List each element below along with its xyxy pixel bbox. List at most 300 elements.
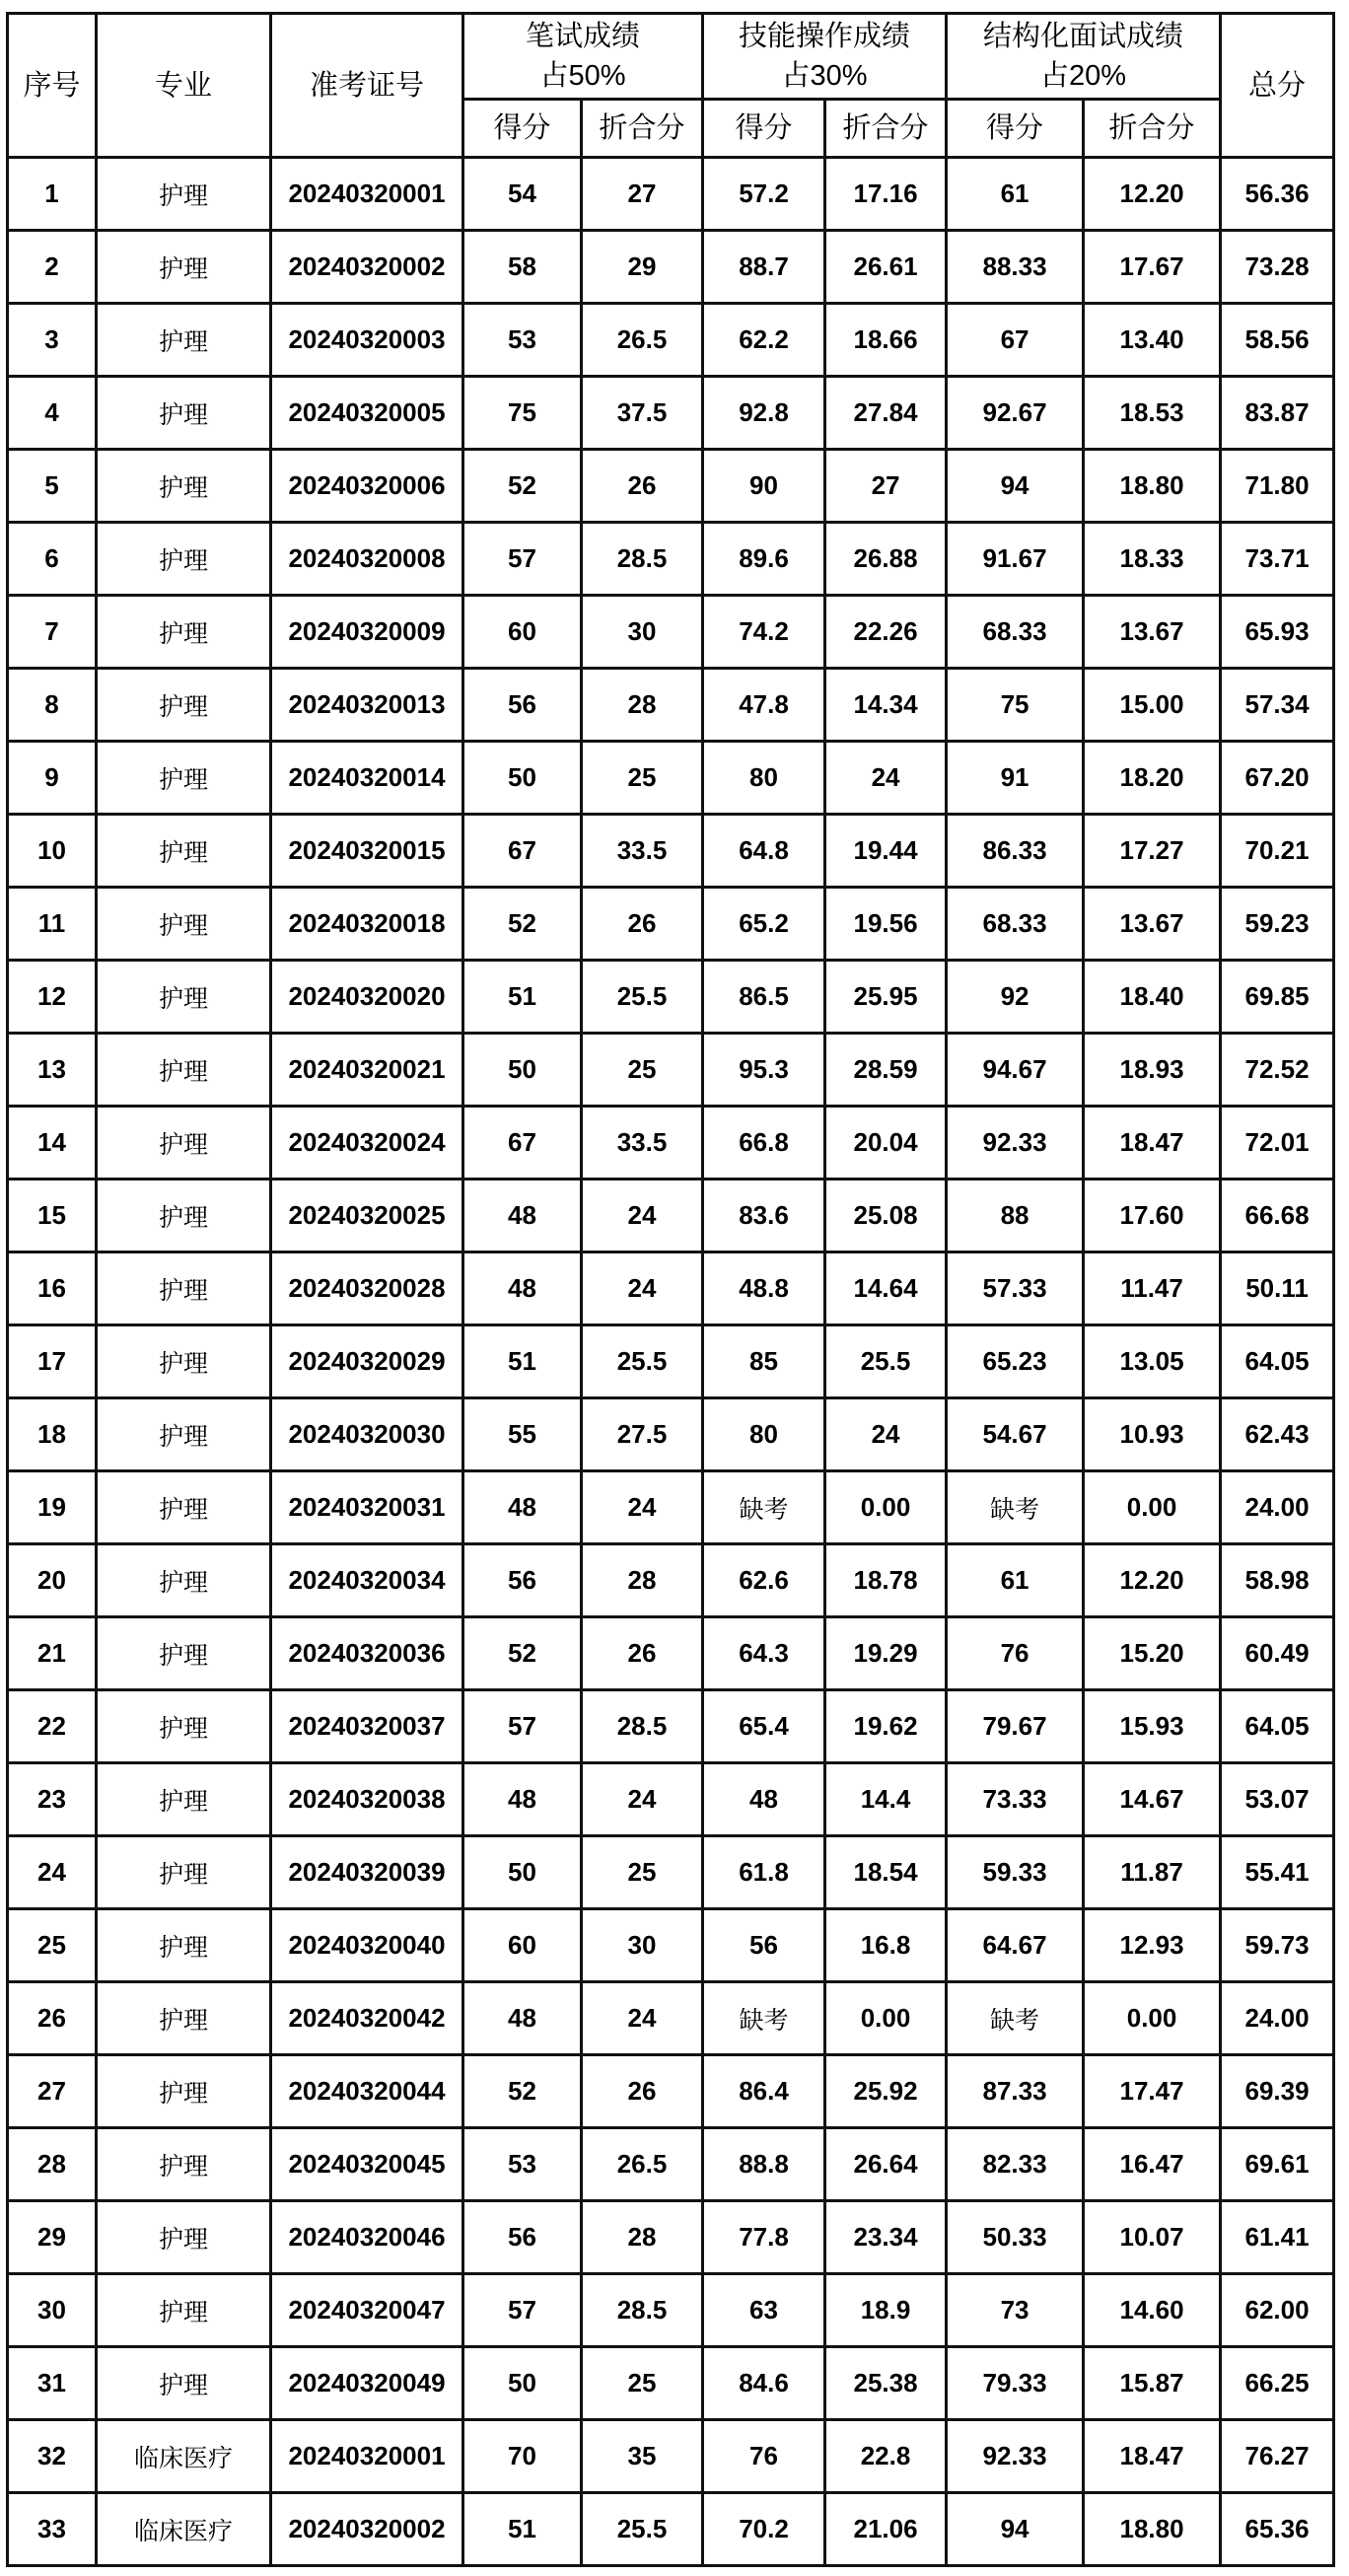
cell-skill-weighted: 27.84 [825,377,947,450]
cell-major: 护理 [97,961,271,1034]
cell-major: 护理 [97,1617,271,1690]
cell-interview-weighted: 15.87 [1084,2347,1221,2420]
cell-written-weighted: 24 [582,1252,703,1325]
cell-index: 17 [8,1325,97,1398]
header-interview-score: 得分 [947,100,1084,158]
cell-interview-score: 68.33 [947,596,1084,669]
cell-total: 71.80 [1221,450,1334,523]
cell-total: 70.21 [1221,815,1334,888]
cell-written-score: 51 [463,961,582,1034]
cell-skill-weighted: 26.64 [825,2128,947,2201]
cell-exam-no: 20240320039 [271,1836,463,1909]
table-row [8,231,1334,304]
cell-interview-score: 76 [947,1617,1084,1690]
cell-total: 55.41 [1221,1836,1334,1909]
cell-major: 护理 [97,669,271,742]
cell-major: 护理 [97,1180,271,1252]
cell-written-score: 56 [463,1544,582,1617]
cell-skill-score: 88.8 [703,2128,825,2201]
cell-written-weighted: 25 [582,1034,703,1107]
cell-interview-score: 73.33 [947,1763,1084,1836]
cell-skill-weighted: 28.59 [825,1034,947,1107]
cell-interview-weighted: 18.33 [1084,523,1221,596]
cell-index: 28 [8,2128,97,2201]
cell-exam-no: 20240320036 [271,1617,463,1690]
table-row [8,1398,1334,1471]
cell-written-score: 50 [463,742,582,815]
cell-written-weighted: 33.5 [582,815,703,888]
cell-index: 6 [8,523,97,596]
cell-major: 护理 [97,1398,271,1471]
cell-exam-no: 20240320046 [271,2201,463,2274]
cell-exam-no: 20240320021 [271,1034,463,1107]
cell-interview-weighted: 18.40 [1084,961,1221,1034]
cell-skill-weighted: 27 [825,450,947,523]
table-body [8,158,1334,2566]
cell-major: 护理 [97,1252,271,1325]
table-row [8,450,1334,523]
table-row [8,2420,1334,2493]
cell-total: 58.98 [1221,1544,1334,1617]
cell-total: 56.36 [1221,158,1334,231]
cell-skill-score: 74.2 [703,596,825,669]
cell-interview-weighted: 14.60 [1084,2274,1221,2347]
cell-written-weighted: 26 [582,1617,703,1690]
cell-total: 69.39 [1221,2055,1334,2128]
cell-skill-weighted: 25.95 [825,961,947,1034]
cell-written-weighted: 35 [582,2420,703,2493]
cell-index: 11 [8,888,97,961]
cell-skill-score: 88.7 [703,231,825,304]
cell-interview-score: 91 [947,742,1084,815]
cell-skill-score: 92.8 [703,377,825,450]
cell-written-score: 53 [463,2128,582,2201]
cell-index: 12 [8,961,97,1034]
cell-written-score: 60 [463,596,582,669]
cell-interview-score: 86.33 [947,815,1084,888]
cell-skill-weighted: 19.62 [825,1690,947,1763]
cell-written-weighted: 26 [582,450,703,523]
cell-total: 83.87 [1221,377,1334,450]
cell-skill-score: 56 [703,1909,825,1982]
table-row [8,1617,1334,1690]
table-row [8,2493,1334,2566]
cell-skill-weighted: 25.5 [825,1325,947,1398]
cell-written-weighted: 24 [582,1180,703,1252]
cell-major: 护理 [97,231,271,304]
cell-major: 护理 [97,1909,271,1982]
cell-interview-score: 缺考 [947,1982,1084,2055]
cell-exam-no: 20240320009 [271,596,463,669]
cell-interview-weighted: 11.47 [1084,1252,1221,1325]
cell-skill-weighted: 26.61 [825,231,947,304]
cell-skill-weighted: 22.8 [825,2420,947,2493]
cell-written-score: 48 [463,1471,582,1544]
cell-skill-score: 95.3 [703,1034,825,1107]
cell-major: 护理 [97,1836,271,1909]
cell-written-weighted: 28.5 [582,1690,703,1763]
cell-index: 3 [8,304,97,377]
cell-index: 30 [8,2274,97,2347]
cell-index: 13 [8,1034,97,1107]
header-interview-weighted: 折合分 [1084,100,1221,158]
cell-total: 72.01 [1221,1107,1334,1180]
cell-index: 26 [8,1982,97,2055]
header-interview: 结构化面试成绩 占20% [947,14,1221,100]
cell-skill-score: 62.6 [703,1544,825,1617]
cell-total: 72.52 [1221,1034,1334,1107]
cell-skill-score: 90 [703,450,825,523]
cell-index: 1 [8,158,97,231]
cell-written-score: 55 [463,1398,582,1471]
cell-index: 29 [8,2201,97,2274]
cell-written-score: 48 [463,1982,582,2055]
cell-exam-no: 20240320018 [271,888,463,961]
cell-written-score: 50 [463,2347,582,2420]
cell-written-weighted: 24 [582,1763,703,1836]
cell-interview-weighted: 18.53 [1084,377,1221,450]
cell-interview-weighted: 13.67 [1084,596,1221,669]
cell-index: 27 [8,2055,97,2128]
cell-skill-score: 63 [703,2274,825,2347]
cell-written-score: 60 [463,1909,582,1982]
cell-interview-score: 92 [947,961,1084,1034]
cell-interview-score: 94 [947,450,1084,523]
cell-interview-score: 88.33 [947,231,1084,304]
cell-interview-weighted: 18.80 [1084,2493,1221,2566]
cell-exam-no: 20240320014 [271,742,463,815]
table-row [8,2201,1334,2274]
cell-total: 67.20 [1221,742,1334,815]
cell-skill-weighted: 0.00 [825,1982,947,2055]
table-row [8,815,1334,888]
cell-skill-score: 64.3 [703,1617,825,1690]
cell-exam-no: 20240320029 [271,1325,463,1398]
cell-total: 66.68 [1221,1180,1334,1252]
cell-major: 护理 [97,2201,271,2274]
cell-major: 护理 [97,2128,271,2201]
table-row [8,596,1334,669]
cell-interview-weighted: 11.87 [1084,1836,1221,1909]
cell-interview-score: 50.33 [947,2201,1084,2274]
cell-interview-weighted: 15.20 [1084,1617,1221,1690]
cell-exam-no: 20240320015 [271,815,463,888]
cell-exam-no: 20240320001 [271,2420,463,2493]
header-major: 专业 [97,14,271,158]
table-row [8,304,1334,377]
cell-total: 62.00 [1221,2274,1334,2347]
cell-written-score: 56 [463,669,582,742]
cell-index: 16 [8,1252,97,1325]
cell-total: 64.05 [1221,1325,1334,1398]
cell-interview-score: 92.33 [947,2420,1084,2493]
cell-major: 护理 [97,1763,271,1836]
cell-interview-weighted: 12.20 [1084,1544,1221,1617]
cell-major: 护理 [97,1471,271,1544]
cell-interview-weighted: 18.47 [1084,2420,1221,2493]
cell-written-weighted: 25 [582,742,703,815]
cell-exam-no: 20240320008 [271,523,463,596]
cell-interview-weighted: 13.67 [1084,888,1221,961]
cell-written-weighted: 25.5 [582,961,703,1034]
cell-interview-weighted: 17.67 [1084,231,1221,304]
cell-written-score: 53 [463,304,582,377]
cell-written-weighted: 26.5 [582,304,703,377]
table-row [8,377,1334,450]
cell-skill-weighted: 18.9 [825,2274,947,2347]
cell-skill-weighted: 19.56 [825,888,947,961]
cell-written-score: 58 [463,231,582,304]
cell-index: 18 [8,1398,97,1471]
cell-interview-weighted: 18.93 [1084,1034,1221,1107]
table-row [8,1252,1334,1325]
cell-skill-weighted: 25.38 [825,2347,947,2420]
cell-interview-score: 68.33 [947,888,1084,961]
cell-skill-weighted: 16.8 [825,1909,947,1982]
cell-skill-weighted: 18.54 [825,1836,947,1909]
cell-total: 76.27 [1221,2420,1334,2493]
cell-skill-score: 70.2 [703,2493,825,2566]
cell-index: 25 [8,1909,97,1982]
cell-skill-weighted: 25.08 [825,1180,947,1252]
cell-interview-weighted: 13.05 [1084,1325,1221,1398]
cell-skill-weighted: 18.66 [825,304,947,377]
cell-written-weighted: 28 [582,669,703,742]
cell-index: 20 [8,1544,97,1617]
cell-written-score: 48 [463,1252,582,1325]
cell-exam-no: 20240320028 [271,1252,463,1325]
cell-index: 15 [8,1180,97,1252]
table-row [8,523,1334,596]
cell-written-score: 70 [463,2420,582,2493]
cell-written-weighted: 28 [582,1544,703,1617]
cell-index: 4 [8,377,97,450]
cell-written-weighted: 28.5 [582,523,703,596]
cell-total: 73.71 [1221,523,1334,596]
cell-interview-weighted: 13.40 [1084,304,1221,377]
cell-exam-no: 20240320024 [271,1107,463,1180]
cell-interview-score: 92.33 [947,1107,1084,1180]
cell-skill-weighted: 19.29 [825,1617,947,1690]
cell-exam-no: 20240320005 [271,377,463,450]
cell-index: 19 [8,1471,97,1544]
header-skill-score: 得分 [703,100,825,158]
cell-interview-weighted: 17.47 [1084,2055,1221,2128]
cell-written-weighted: 25 [582,1836,703,1909]
table-row [8,2055,1334,2128]
table-row [8,2347,1334,2420]
header-exam-no: 准考证号 [271,14,463,158]
cell-skill-weighted: 25.92 [825,2055,947,2128]
cell-skill-score: 76 [703,2420,825,2493]
cell-exam-no: 20240320013 [271,669,463,742]
cell-written-score: 54 [463,158,582,231]
cell-interview-score: 75 [947,669,1084,742]
cell-exam-no: 20240320037 [271,1690,463,1763]
cell-exam-no: 20240320002 [271,231,463,304]
cell-written-score: 67 [463,815,582,888]
cell-skill-score: 47.8 [703,669,825,742]
cell-skill-score: 84.6 [703,2347,825,2420]
table-row [8,1544,1334,1617]
cell-skill-score: 85 [703,1325,825,1398]
cell-interview-score: 67 [947,304,1084,377]
header-written-score: 得分 [463,100,582,158]
cell-interview-score: 65.23 [947,1325,1084,1398]
cell-index: 31 [8,2347,97,2420]
cell-written-weighted: 27.5 [582,1398,703,1471]
cell-major: 护理 [97,1982,271,2055]
table-row [8,1107,1334,1180]
cell-skill-score: 64.8 [703,815,825,888]
cell-interview-score: 61 [947,1544,1084,1617]
cell-skill-weighted: 17.16 [825,158,947,231]
cell-exam-no: 20240320025 [271,1180,463,1252]
cell-skill-score: 48 [703,1763,825,1836]
cell-major: 护理 [97,1034,271,1107]
cell-total: 24.00 [1221,1982,1334,2055]
cell-major: 护理 [97,523,271,596]
cell-major: 护理 [97,1325,271,1398]
cell-index: 21 [8,1617,97,1690]
cell-index: 9 [8,742,97,815]
cell-written-weighted: 26 [582,888,703,961]
table-row [8,961,1334,1034]
cell-skill-weighted: 14.34 [825,669,947,742]
cell-major: 护理 [97,596,271,669]
cell-index: 2 [8,231,97,304]
cell-written-weighted: 25.5 [582,2493,703,2566]
cell-interview-score: 94.67 [947,1034,1084,1107]
cell-interview-weighted: 18.47 [1084,1107,1221,1180]
cell-skill-weighted: 14.64 [825,1252,947,1325]
cell-total: 66.25 [1221,2347,1334,2420]
cell-written-score: 67 [463,1107,582,1180]
cell-written-weighted: 37.5 [582,377,703,450]
cell-written-score: 51 [463,2493,582,2566]
cell-total: 61.41 [1221,2201,1334,2274]
cell-exam-no: 20240320020 [271,961,463,1034]
cell-skill-score: 62.2 [703,304,825,377]
cell-skill-weighted: 14.4 [825,1763,947,1836]
cell-interview-weighted: 12.93 [1084,1909,1221,1982]
cell-exam-no: 20240320031 [271,1471,463,1544]
header-index: 序号 [8,14,97,158]
cell-index: 5 [8,450,97,523]
cell-written-score: 57 [463,2274,582,2347]
cell-interview-score: 88 [947,1180,1084,1252]
cell-written-score: 48 [463,1763,582,1836]
table-row [8,1763,1334,1836]
cell-exam-no: 20240320049 [271,2347,463,2420]
cell-skill-score: 83.6 [703,1180,825,1252]
cell-index: 33 [8,2493,97,2566]
cell-exam-no: 20240320044 [271,2055,463,2128]
cell-skill-weighted: 19.44 [825,815,947,888]
cell-written-weighted: 29 [582,231,703,304]
cell-interview-weighted: 17.60 [1084,1180,1221,1252]
header-total: 总分 [1221,14,1334,158]
cell-interview-weighted: 15.93 [1084,1690,1221,1763]
cell-total: 65.36 [1221,2493,1334,2566]
cell-skill-score: 77.8 [703,2201,825,2274]
cell-skill-score: 80 [703,1398,825,1471]
cell-interview-score: 61 [947,158,1084,231]
cell-written-score: 75 [463,377,582,450]
table-row [8,1180,1334,1252]
cell-written-weighted: 24 [582,1471,703,1544]
cell-exam-no: 20240320040 [271,1909,463,1982]
cell-interview-score: 59.33 [947,1836,1084,1909]
cell-interview-score: 87.33 [947,2055,1084,2128]
cell-interview-weighted: 14.67 [1084,1763,1221,1836]
cell-index: 24 [8,1836,97,1909]
cell-index: 8 [8,669,97,742]
header-written: 笔试成绩 占50% [463,14,703,100]
cell-skill-score: 65.2 [703,888,825,961]
cell-written-weighted: 26.5 [582,2128,703,2201]
cell-skill-weighted: 22.26 [825,596,947,669]
cell-interview-score: 92.67 [947,377,1084,450]
cell-total: 60.49 [1221,1617,1334,1690]
cell-exam-no: 20240320003 [271,304,463,377]
cell-skill-weighted: 23.34 [825,2201,947,2274]
cell-skill-score: 89.6 [703,523,825,596]
cell-written-score: 52 [463,2055,582,2128]
cell-interview-weighted: 18.80 [1084,450,1221,523]
cell-skill-weighted: 24 [825,742,947,815]
cell-total: 64.05 [1221,1690,1334,1763]
cell-major: 护理 [97,450,271,523]
cell-major: 护理 [97,2347,271,2420]
cell-written-score: 51 [463,1325,582,1398]
cell-exam-no: 20240320030 [271,1398,463,1471]
score-table [6,12,1335,2567]
cell-skill-score: 80 [703,742,825,815]
cell-total: 69.61 [1221,2128,1334,2201]
cell-skill-score: 86.4 [703,2055,825,2128]
cell-exam-no: 20240320038 [271,1763,463,1836]
table-row [8,1471,1334,1544]
cell-major: 护理 [97,304,271,377]
cell-index: 22 [8,1690,97,1763]
cell-written-score: 52 [463,888,582,961]
header-written-weighted: 折合分 [582,100,703,158]
cell-interview-weighted: 16.47 [1084,2128,1221,2201]
cell-interview-weighted: 15.00 [1084,669,1221,742]
cell-interview-weighted: 0.00 [1084,1982,1221,2055]
cell-written-score: 56 [463,2201,582,2274]
cell-total: 58.56 [1221,304,1334,377]
cell-major: 护理 [97,2274,271,2347]
cell-skill-score: 65.4 [703,1690,825,1763]
cell-index: 10 [8,815,97,888]
cell-total: 57.34 [1221,669,1334,742]
cell-exam-no: 20240320002 [271,2493,463,2566]
cell-exam-no: 20240320034 [271,1544,463,1617]
cell-written-weighted: 33.5 [582,1107,703,1180]
cell-index: 14 [8,1107,97,1180]
cell-written-weighted: 28 [582,2201,703,2274]
cell-skill-weighted: 21.06 [825,2493,947,2566]
cell-skill-score: 86.5 [703,961,825,1034]
cell-interview-weighted: 10.93 [1084,1398,1221,1471]
cell-total: 69.85 [1221,961,1334,1034]
table-row [8,2274,1334,2347]
table-row [8,669,1334,742]
cell-total: 65.93 [1221,596,1334,669]
cell-written-score: 57 [463,523,582,596]
